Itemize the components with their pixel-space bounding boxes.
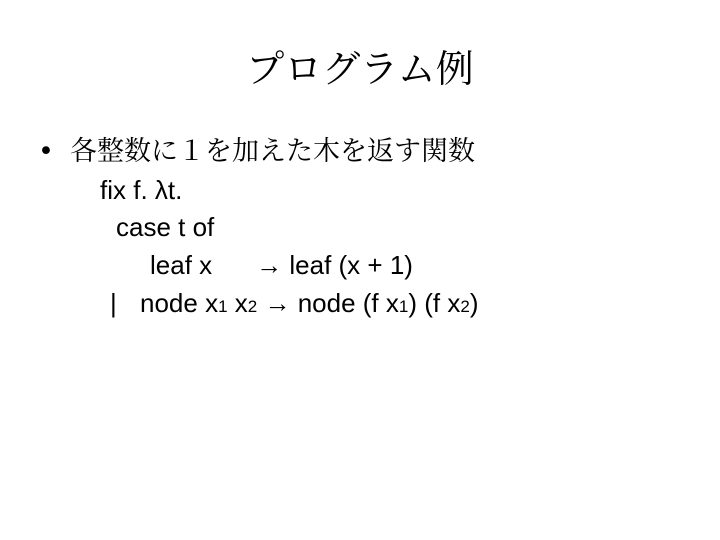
code-line-2: case t of — [116, 212, 215, 242]
subscript-4: 2 — [460, 297, 470, 316]
bullet-marker: • — [38, 136, 54, 167]
code-line-4-c: → node (f x — [257, 288, 399, 318]
code-line-3 — [150, 247, 413, 283]
bullet-text: 各整数に１を加えた木を返す関数 — [70, 136, 475, 167]
code-line-4 — [110, 285, 478, 325]
code-line-4-d: ) (f x — [408, 288, 461, 318]
subscript-2: 2 — [247, 297, 258, 316]
code-line-4-a: node x — [140, 288, 219, 318]
code-line-4-b: x — [227, 288, 248, 318]
subscript-1: 1 — [218, 297, 228, 316]
code-line-3-left: leaf x — [150, 250, 213, 280]
code-line-4-e: ) — [469, 288, 479, 318]
bullet-item — [38, 133, 475, 171]
code-line-3-right: → leaf (x + 1) — [256, 250, 413, 280]
slide-title: プログラム例 — [246, 47, 474, 91]
code-line-4-bar: | — [110, 288, 117, 318]
subscript-3: 1 — [398, 297, 409, 316]
code-line-1: fix f. λt. — [100, 175, 183, 205]
